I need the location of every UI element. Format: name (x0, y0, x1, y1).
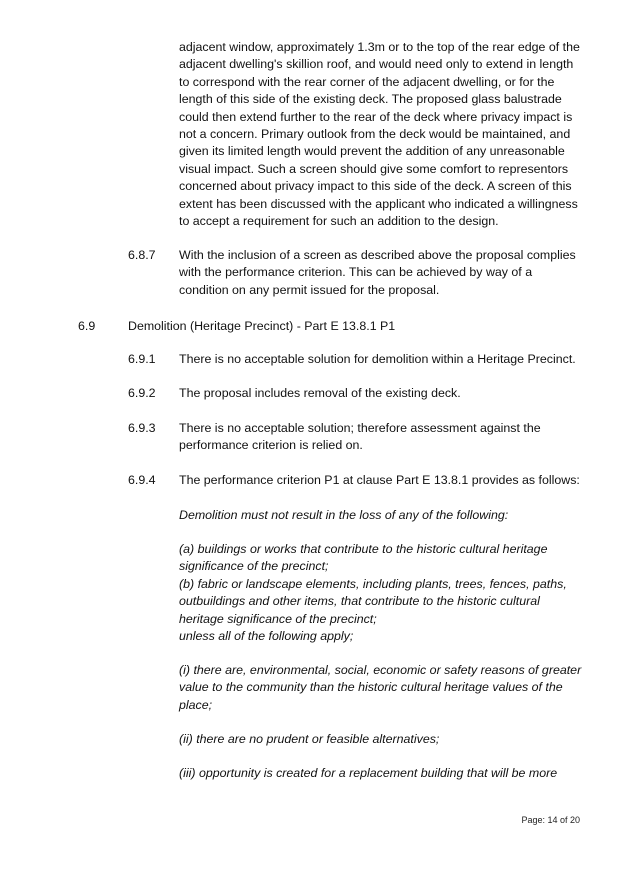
continued-paragraph: adjacent window, approximately 1.3m or to the top of the rear edge of the adjacent dwelling's skillion roof, and would need only to extend in length to correspond with the rear corner of the adjacent dwelling, or for the length of this side of the existing deck. The proposed glass balustrade could then extend further to the rear of the deck where privacy impact is not a concern. Primary outlook from the deck would be maintained, and given its limited length would prevent the addition of any unreasonable visual impact. Such a screen should give some comfort to representors concerned about privacy impact to this side of the deck. A screen of this extent has been discussed with the applicant who indicated a willingness to accept a requirement for such an addition to the design. (179, 40, 580, 229)
criterion-unless: unless all of the following apply; (179, 629, 354, 643)
clause-number: 6.8.7 (128, 248, 156, 262)
clause-text: There is no acceptable solution for demolition within a Heritage Precinct. (179, 352, 576, 366)
clause-text: The proposal includes removal of the existing deck. (179, 386, 461, 400)
clause-number: 6.9.4 (128, 473, 156, 487)
clause-text: With the inclusion of a screen as described above the proposal complies with the performance criterion. This can be achieved by way of a condition on any permit issued for the proposal. (179, 248, 576, 297)
criterion-item-a: (a) buildings or works that contribute to the historic cultural heritage significance of the precinct; (179, 542, 548, 574)
criterion-intro: Demolition must not result in the loss of any of the following: (179, 508, 509, 522)
criterion-item-i: (i) there are, environmental, social, economic or safety reasons of greater value to the community than the historic cultural heritage values of the place; (179, 663, 582, 712)
criterion-item-iii: (iii) opportunity is created for a replacement building that will be more (179, 766, 558, 780)
section-number: 6.9 (78, 319, 96, 333)
criterion-item-ii: (ii) there are no prudent or feasible alternatives; (179, 732, 440, 746)
clause-text: The performance criterion P1 at clause Part E 13.8.1 provides as follows: (179, 473, 580, 487)
clause-number: 6.9.1 (128, 352, 156, 366)
clause-number: 6.9.3 (128, 421, 156, 435)
clause-number: 6.9.2 (128, 386, 156, 400)
clause-text: There is no acceptable solution; therefore assessment against the performance criterion is relied on. (179, 421, 541, 453)
page-number-footer: Page: 14 of 20 (521, 815, 580, 825)
criterion-item-b: (b) fabric or landscape elements, including plants, trees, fences, paths, outbuildings and other items, that contribute to the historic cultural heritage significance of the precinct; (179, 577, 567, 626)
section-heading: Demolition (Heritage Precinct) - Part E 13.8.1 P1 (128, 319, 396, 333)
